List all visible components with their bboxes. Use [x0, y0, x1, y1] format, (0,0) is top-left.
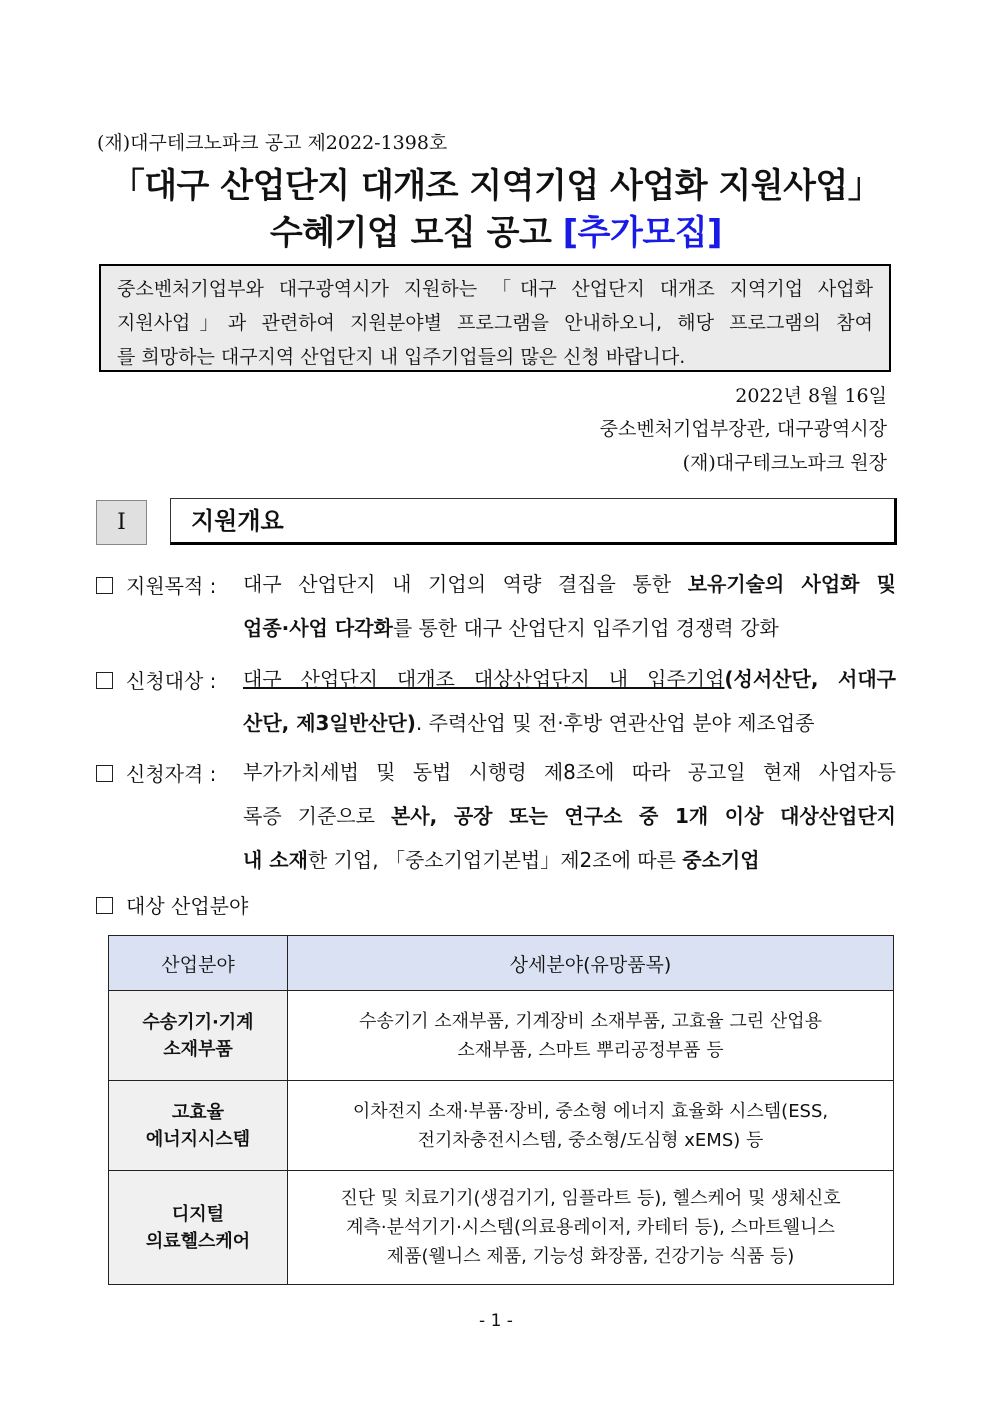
- item-target-label: 신청대상 :: [96, 665, 216, 694]
- text-line: 산단, 제3일반산단). 주력산업 및 전·후방 연관산업 분야 제조업종: [243, 711, 815, 735]
- table-category-cell: 고효율 에너지시스템: [109, 1081, 288, 1171]
- section-number: Ⅰ: [96, 500, 147, 545]
- table-header: 상세분야(유망품목): [288, 936, 894, 991]
- checkbox-icon: [96, 577, 113, 594]
- issuer-ministers: 중소벤처기업부장관, 대구광역시장: [599, 418, 887, 440]
- page-number: - 1 -: [479, 1311, 513, 1331]
- notice-date: 2022년 8월 16일: [735, 385, 887, 407]
- text-line: 대구 산업단지 내 기업의 역량 결집을 통한 보유기술의 사업화 및: [243, 572, 896, 596]
- item-target-text: [243, 657, 896, 745]
- title-accent: [추가모집]: [562, 213, 723, 253]
- title-line-2: [0, 205, 992, 254]
- table-header: 산업분야: [109, 936, 288, 991]
- intro-line: 지원사업」과 관련하여 지원분야별 프로그램을 안내하오니, 해당 프로그램의 참여: [117, 312, 873, 334]
- issuer-director: (재)대구테크노파크 원장: [682, 452, 887, 474]
- item-eligibility-label: 신청자격 :: [96, 758, 216, 787]
- table-detail-cell: 진단 및 치료기기(생검기기, 임플라트 등), 헬스케어 및 생체신호 계측·분석기기·시스템(의료용레이저, 카테터 등), 스마트웰니스 제품(웰니스 제품, 기능성 화장품, 건강기능 식품 등): [288, 1171, 894, 1285]
- title-main: 수혜기업 모집 공고: [269, 213, 563, 253]
- text-line: 록증 기준으로 본사, 공장 또는 연구소 중 1개 이상 대상산업단지: [243, 804, 896, 828]
- item-fields-label: 대상 산업분야: [96, 890, 248, 919]
- table-detail-cell: 수송기기 소재부품, 기계장비 소재부품, 고효율 그린 산업용 소재부품, 스마트 뿌리공정부품 등: [288, 991, 894, 1081]
- checkbox-icon: [96, 765, 113, 782]
- item-purpose-text: [243, 562, 896, 650]
- checkbox-icon: [96, 672, 113, 689]
- text-line: 대구 산업단지 대개조 대상산업단지 내 입주기업(성서산단, 서대구: [243, 667, 896, 691]
- intro-line: 중소벤처기업부와 대구광역시가 지원하는 「대구 산업단지 대개조 지역기업 사업화: [117, 278, 873, 300]
- intro-box: [99, 264, 891, 372]
- item-purpose-label: 지원목적 :: [96, 570, 216, 599]
- intro-line: 를 희망하는 대구지역 산업단지 내 입주기업들의 많은 신청 바랍니다.: [117, 346, 686, 368]
- item-eligibility-text: [243, 750, 896, 882]
- text-line: 내 소재한 기업, 「중소기업기본법」제2조에 따른 중소기업: [243, 848, 760, 872]
- table-header-row: [109, 936, 894, 991]
- text-line: 부가가치세법 및 동법 시행령 제8조에 따라 공고일 현재 사업자등: [243, 760, 896, 784]
- table-category-cell: 수송기기·기계 소재부품: [109, 991, 288, 1081]
- table-detail-cell: 이차전지 소재·부품·장비, 중소형 에너지 효율화 시스템(ESS, 전기차충전시스템, 중소형/도심형 xEMS) 등: [288, 1081, 894, 1171]
- section-title: 지원개요: [170, 498, 897, 545]
- title-line-1: 「대구 산업단지 대개조 지역기업 사업화 지원사업」: [110, 166, 882, 206]
- text-line: 업종·사업 다각화를 통한 대구 산업단지 입주기업 경쟁력 강화: [243, 616, 779, 640]
- table-row: [109, 1171, 894, 1285]
- notice-number: (재)대구테크노파크 공고 제2022-1398호: [97, 132, 448, 154]
- checkbox-icon: [96, 897, 113, 914]
- industry-fields-table: [108, 935, 894, 1285]
- table-row: [109, 1081, 894, 1171]
- table-row: [109, 991, 894, 1081]
- table-category-cell: 디지털 의료헬스케어: [109, 1171, 288, 1285]
